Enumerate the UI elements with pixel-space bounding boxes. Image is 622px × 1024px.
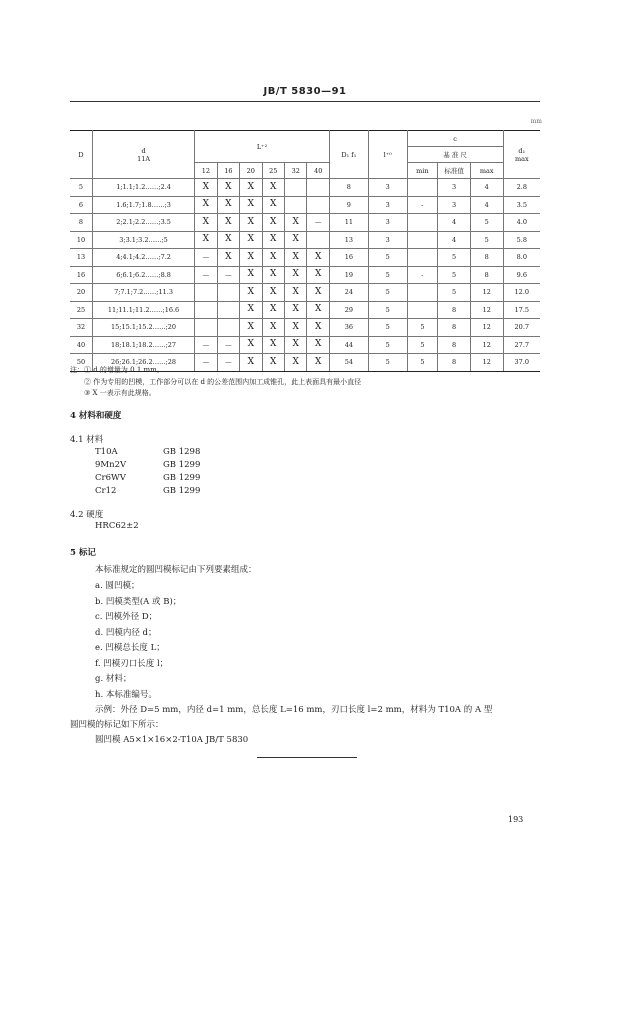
cell-L-mark — [217, 319, 239, 337]
material-std: GB 1299 — [163, 486, 201, 496]
list-item: h. 本标准编号。 — [95, 689, 157, 700]
cell-c-min — [407, 284, 438, 302]
cell-L-mark: X — [262, 196, 284, 214]
cell-L-mark: X — [285, 354, 307, 372]
cell-d1: 17.5 — [503, 301, 540, 319]
cell-L-mark: X — [240, 266, 262, 284]
cell-L-mark — [307, 231, 329, 249]
cell-L-mark: X — [285, 249, 307, 267]
cell-d1: 27.7 — [503, 336, 540, 354]
cell-c-min: 5 — [407, 336, 438, 354]
cell-L-mark: — — [195, 249, 217, 267]
cell-d1: 12.0 — [503, 284, 540, 302]
cell-c-min — [407, 301, 438, 319]
cell-L-mark: X — [285, 266, 307, 284]
cell-d1: 2.8 — [503, 179, 540, 197]
cell-c-min: - — [407, 266, 438, 284]
cell-L-mark: X — [240, 179, 262, 197]
list-item: g. 材料； — [95, 674, 132, 684]
cell-L-mark: X — [307, 336, 329, 354]
cell-L-mark — [285, 196, 307, 214]
cell-c-std: 4 — [438, 214, 471, 232]
example-line-2: 圆凹模的标记如下所示： — [70, 720, 164, 730]
header-L-value: 40 — [307, 163, 329, 179]
note: 注：① d 的增量为 0.1 mm。 — [70, 366, 164, 374]
cell-l: 3 — [368, 196, 407, 214]
cell-L-mark — [195, 319, 217, 337]
cell-D1: 29 — [329, 301, 368, 319]
cell-d: 6;6.1;6.2……;8.8 — [92, 266, 194, 284]
header-L-value: 32 — [285, 163, 307, 179]
cell-D1: 24 — [329, 284, 368, 302]
cell-d1: 37.0 — [503, 354, 540, 372]
table-row — [70, 196, 540, 214]
section-4-2-title: 4.2 硬度 — [70, 510, 104, 520]
material-name: Cr12 — [95, 486, 117, 496]
cell-L-mark — [307, 179, 329, 197]
cell-d1: 3.5 — [503, 196, 540, 214]
section-4-title: 4 材料和硬度 — [70, 411, 122, 421]
cell-D1: 11 — [329, 214, 368, 232]
cell-L-mark: X — [262, 354, 284, 372]
table-row — [70, 319, 540, 337]
cell-D: 50 — [70, 354, 92, 372]
end-rule — [257, 757, 357, 758]
cell-D: 5 — [70, 179, 92, 197]
cell-d1: 5.8 — [503, 231, 540, 249]
cell-L-mark: X — [217, 249, 239, 267]
header-L-value: 16 — [217, 163, 239, 179]
material-std: GB 1299 — [163, 473, 201, 483]
cell-D1: 36 — [329, 319, 368, 337]
cell-L-mark: X — [262, 214, 284, 232]
table-notes — [70, 365, 361, 400]
cell-l: 5 — [368, 301, 407, 319]
cell-c-min — [407, 214, 438, 232]
cell-l: 3 — [368, 214, 407, 232]
cell-L-mark: X — [217, 231, 239, 249]
cell-L-mark: — — [195, 266, 217, 284]
cell-c-max: 5 — [470, 214, 503, 232]
list-item: f. 凹模刃口长度 l； — [95, 658, 169, 669]
cell-L-mark: X — [195, 179, 217, 197]
mark-items-list — [95, 579, 181, 703]
cell-L-mark: X — [262, 284, 284, 302]
cell-L-mark: X — [262, 231, 284, 249]
cell-d: 1.6;1.7;1.8……;3 — [92, 196, 194, 214]
cell-L-mark: X — [217, 214, 239, 232]
cell-d: 1;1.1;1.2……;2.4 — [92, 179, 194, 197]
cell-L-mark: X — [262, 301, 284, 319]
cell-L-mark: X — [285, 336, 307, 354]
cell-L-mark: X — [240, 354, 262, 372]
cell-c-std: 3 — [438, 196, 471, 214]
cell-L-mark — [307, 196, 329, 214]
cell-L-mark: X — [285, 231, 307, 249]
cell-D: 8 — [70, 214, 92, 232]
material-name: Cr6WV — [95, 473, 126, 483]
cell-D1: 8 — [329, 179, 368, 197]
cell-L-mark — [217, 301, 239, 319]
cell-L-mark: X — [262, 249, 284, 267]
cell-L-mark: X — [307, 284, 329, 302]
cell-L-mark: — — [217, 354, 239, 372]
cell-L-mark — [285, 179, 307, 197]
cell-L-mark: X — [240, 284, 262, 302]
cell-l: 5 — [368, 249, 407, 267]
section-4-1-title: 4.1 材料 — [70, 435, 104, 445]
unit-label: mm — [530, 118, 542, 125]
header-D: D — [70, 131, 92, 179]
cell-l: 5 — [368, 284, 407, 302]
cell-l: 3 — [368, 231, 407, 249]
cell-c-std: 8 — [438, 301, 471, 319]
example-line-1: 示例：外径 D=5 mm，内径 d=1 mm，总长度 L=16 mm，刃口长度 l=2 mm，材料为 T10A 的 A 型 — [95, 705, 493, 715]
page-header: JB/T 5830—91 — [263, 86, 347, 97]
cell-D: 40 — [70, 336, 92, 354]
cell-d1: 4.0 — [503, 214, 540, 232]
cell-c-std: 5 — [438, 284, 471, 302]
cell-c-min — [407, 231, 438, 249]
note: ③ X 一表示有此规格。 — [84, 389, 156, 397]
cell-L-mark: X — [262, 179, 284, 197]
hardness-value: HRC62±2 — [95, 521, 139, 531]
material-name: 9Mn2V — [95, 460, 127, 470]
header-L-value: 12 — [195, 163, 217, 179]
cell-c-std: 5 — [438, 266, 471, 284]
cell-l: 3 — [368, 179, 407, 197]
page-number: 193 — [508, 815, 524, 824]
cell-d: 2;2.1;2.2……;3.5 — [92, 214, 194, 232]
cell-D: 10 — [70, 231, 92, 249]
cell-c-max: 12 — [470, 301, 503, 319]
cell-d: 7;7.1;7.2……;11.3 — [92, 284, 194, 302]
cell-d: 18;18.1;18.2……;27 — [92, 336, 194, 354]
header-L-value: 20 — [240, 163, 262, 179]
cell-l: 5 — [368, 319, 407, 337]
cell-c-std: 8 — [438, 319, 471, 337]
mark-intro: 本标准规定的圆凹模标记由下列要素组成： — [95, 565, 257, 575]
cell-L-mark: — — [217, 266, 239, 284]
cell-L-mark: X — [240, 301, 262, 319]
list-item: e. 凹模总长度 L； — [95, 643, 165, 653]
list-item: b. 凹模类型(A 或 B)； — [95, 596, 182, 607]
cell-L-mark: X — [240, 196, 262, 214]
cell-L-mark: X — [285, 301, 307, 319]
cell-l: 5 — [368, 354, 407, 372]
material-std: GB 1298 — [163, 447, 201, 457]
header-d1: d₁ max — [503, 131, 540, 179]
cell-L-mark: X — [240, 336, 262, 354]
cell-D: 13 — [70, 249, 92, 267]
list-item: c. 凹模外径 D； — [95, 612, 158, 622]
header-c-sub: 基 准 尺 — [407, 147, 503, 163]
header-L-value: 25 — [262, 163, 284, 179]
cell-L-mark: X — [307, 301, 329, 319]
cell-L-mark: X — [307, 319, 329, 337]
cell-c-min: - — [407, 196, 438, 214]
header-c: c — [407, 131, 503, 147]
cell-c-max: 8 — [470, 266, 503, 284]
table-row — [70, 231, 540, 249]
cell-L-mark: X — [217, 179, 239, 197]
cell-c-max: 4 — [470, 179, 503, 197]
cell-d: 11;11.1;11.2……;16.6 — [92, 301, 194, 319]
cell-c-max: 8 — [470, 249, 503, 267]
cell-c-std: 8 — [438, 354, 471, 372]
cell-d: 4;4.1;4.2……;7.2 — [92, 249, 194, 267]
cell-c-min: 5 — [407, 354, 438, 372]
cell-D: 25 — [70, 301, 92, 319]
cell-c-min — [407, 249, 438, 267]
material-name: T10A — [95, 447, 118, 457]
table-row — [70, 336, 540, 354]
cell-L-mark: X — [240, 231, 262, 249]
materials-table — [95, 447, 200, 499]
cell-L-mark: X — [240, 249, 262, 267]
cell-L-mark: X — [285, 284, 307, 302]
cell-l: 5 — [368, 266, 407, 284]
header-d: d 11A — [92, 131, 194, 179]
cell-c-std: 5 — [438, 249, 471, 267]
cell-L-mark: — — [195, 336, 217, 354]
header-c-max: max — [470, 163, 503, 179]
header-rule — [70, 101, 540, 102]
cell-d: 15;15.1;15.2……;20 — [92, 319, 194, 337]
table-row — [70, 301, 540, 319]
header-l: l⁺⁰ — [368, 131, 407, 179]
list-item: d. 凹模内径 d； — [95, 627, 157, 638]
cell-D1: 19 — [329, 266, 368, 284]
dimension-table — [70, 130, 540, 372]
cell-L-mark: X — [285, 319, 307, 337]
cell-L-mark: X — [262, 336, 284, 354]
cell-L-mark: — — [195, 354, 217, 372]
cell-c-max: 12 — [470, 336, 503, 354]
table-row — [70, 266, 540, 284]
cell-D1: 54 — [329, 354, 368, 372]
header-D1: D₁ f₁ — [329, 131, 368, 179]
cell-L-mark — [195, 301, 217, 319]
cell-L-mark: X — [307, 266, 329, 284]
cell-c-max: 4 — [470, 196, 503, 214]
cell-d1: 8.0 — [503, 249, 540, 267]
table-row — [70, 249, 540, 267]
table-row — [70, 284, 540, 302]
cell-L-mark: — — [217, 336, 239, 354]
cell-d1: 20.7 — [503, 319, 540, 337]
cell-L-mark: X — [307, 249, 329, 267]
cell-D: 32 — [70, 319, 92, 337]
note: ② 作为专用的凹模，工作部分可以在 d 的公差范围内加工成锥孔，此上表面具有最小直径 — [84, 377, 362, 386]
cell-L-mark: X — [240, 319, 262, 337]
example-mark: 圆凹模 A5×1×16×2-T10A JB/T 5830 — [95, 735, 249, 745]
cell-L-mark: — — [307, 214, 329, 232]
cell-L-mark: X — [307, 354, 329, 372]
cell-c-max: 5 — [470, 231, 503, 249]
cell-L-mark — [217, 284, 239, 302]
header-L: L⁺² — [195, 131, 330, 163]
cell-L-mark: X — [195, 196, 217, 214]
section-5-title: 5 标记 — [70, 548, 96, 558]
cell-d: 3;3.1;3.2……;5 — [92, 231, 194, 249]
header-c-min: min — [407, 163, 438, 179]
cell-L-mark: X — [195, 231, 217, 249]
cell-L-mark: X — [285, 214, 307, 232]
cell-c-std: 4 — [438, 231, 471, 249]
cell-L-mark: X — [217, 196, 239, 214]
cell-c-max: 12 — [470, 284, 503, 302]
cell-c-std: 8 — [438, 336, 471, 354]
cell-L-mark: X — [195, 214, 217, 232]
cell-c-std: 3 — [438, 179, 471, 197]
material-std: GB 1299 — [163, 460, 201, 470]
cell-c-min: 5 — [407, 319, 438, 337]
cell-d: 26;26.1;26.2……;28 — [92, 354, 194, 372]
cell-D: 16 — [70, 266, 92, 284]
cell-L-mark: X — [240, 214, 262, 232]
cell-c-max: 12 — [470, 319, 503, 337]
header-c-std: 标准值 — [438, 163, 471, 179]
cell-D: 20 — [70, 284, 92, 302]
cell-D: 6 — [70, 196, 92, 214]
cell-L-mark — [195, 284, 217, 302]
table-row — [70, 179, 540, 197]
cell-c-min — [407, 179, 438, 197]
cell-D1: 13 — [329, 231, 368, 249]
cell-c-max: 12 — [470, 354, 503, 372]
list-item: a. 圆凹模； — [95, 581, 140, 591]
cell-D1: 44 — [329, 336, 368, 354]
cell-L-mark: X — [262, 319, 284, 337]
cell-D1: 9 — [329, 196, 368, 214]
cell-l: 5 — [368, 336, 407, 354]
cell-d1: 9.6 — [503, 266, 540, 284]
cell-D1: 16 — [329, 249, 368, 267]
table-row — [70, 214, 540, 232]
cell-L-mark: X — [262, 266, 284, 284]
